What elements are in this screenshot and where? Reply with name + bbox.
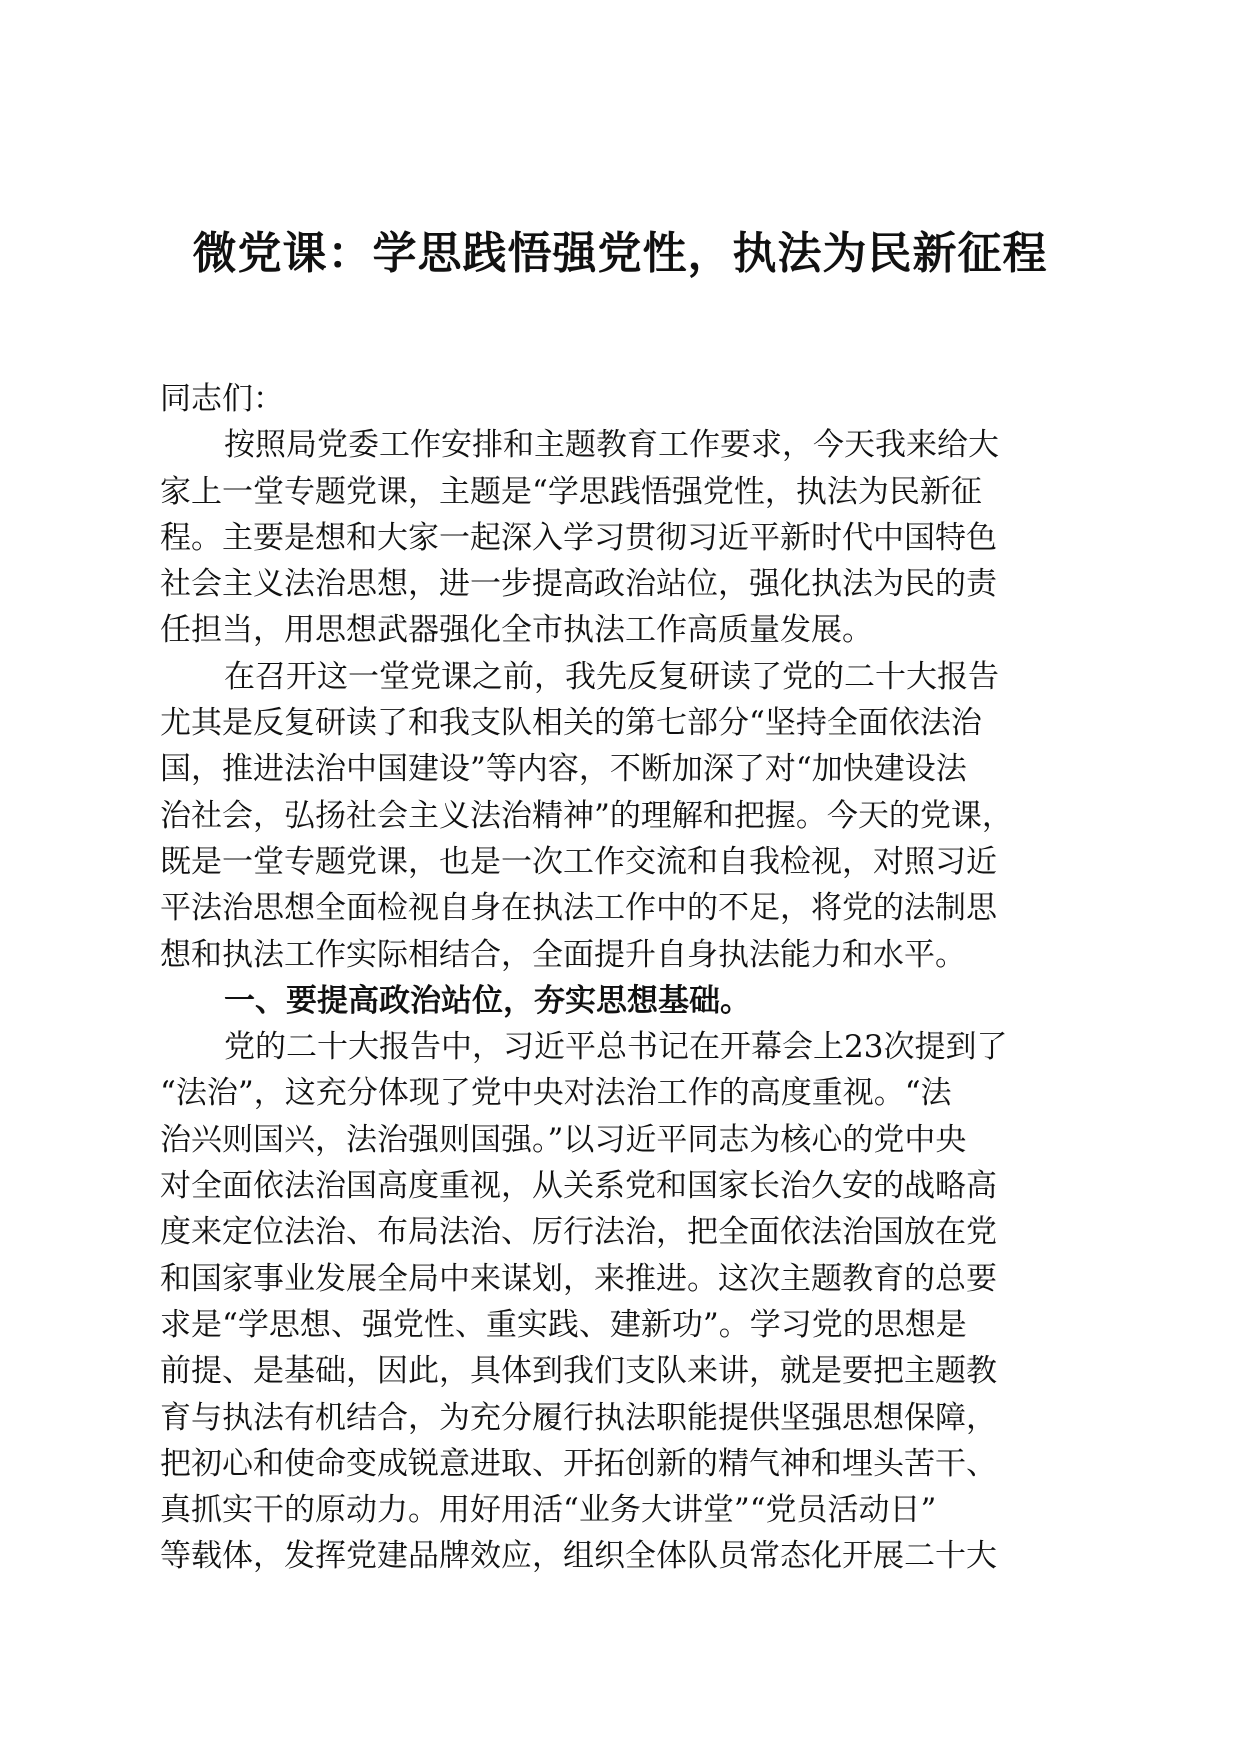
text-line: 把初心和使命变成锐意进取、开拓创新的精气神和埋头苦干、 bbox=[160, 1445, 997, 1482]
text-line: 国，推进法治中国建设”等内容，不断加深了对“加快建设法 bbox=[160, 751, 967, 788]
text-line: 育与执法有机结合，为充分履行执法职能提供坚强思想保障， bbox=[160, 1399, 997, 1436]
text-line: 在召开这一堂党课之前，我先反复研读了党的二十大报告 bbox=[224, 658, 999, 695]
text-line: 前提、是基础，因此，具体到我们支队来讲，就是要把主题教 bbox=[160, 1353, 997, 1390]
text-line: 社会主义法治思想，进一步提高政治站位，强化执法为民的责 bbox=[160, 566, 997, 603]
text-line: 和国家事业发展全局中来谋划，来推进。这次主题教育的总要 bbox=[160, 1260, 997, 1297]
text-line: 既是一堂专题党课，也是一次工作交流和自我检视，对照习近 bbox=[160, 843, 997, 880]
text-line: 想和执法工作实际相结合，全面提升自身执法能力和水平。 bbox=[160, 936, 966, 973]
text-line: 尤其是反复研读了和我支队相关的第七部分“坚持全面依法治 bbox=[160, 705, 982, 742]
text-line: 任担当，用思想武器强化全市执法工作高质量发展。 bbox=[160, 612, 873, 649]
text-line: 治社会，弘扬社会主义法治精神”的理解和把握。今天的党课， bbox=[160, 797, 1013, 834]
text-line: 对全面依法治国高度重视，从关系党和国家长治久安的战略高 bbox=[160, 1168, 997, 1205]
document-title: 微党课：学思践悟强党性，执法为民新征程 bbox=[192, 228, 1048, 279]
text-line: 真抓实干的原动力。用好用活“业务大讲堂”“党员活动日” bbox=[160, 1492, 937, 1529]
text-line: 等载体，发挥党建品牌效应，组织全体队员常态化开展二十大 bbox=[160, 1538, 997, 1575]
text-line: 平法治思想全面检视自身在执法工作中的不足，将党的法制思 bbox=[160, 890, 997, 927]
text-line: 程。主要是想和大家一起深入学习贯彻习近平新时代中国特色 bbox=[160, 519, 997, 556]
text-line: 家上一堂专题党课，主题是“学思践悟强党性，执法为民新征 bbox=[160, 473, 982, 510]
document-body bbox=[160, 376, 1080, 1580]
text-line: 治兴则国兴，法治强则国强。”以习近平同志为核心的党中央 bbox=[160, 1121, 967, 1158]
text-line: “法治”，这充分体现了党中央对法治工作的高度重视。“法 bbox=[160, 1075, 952, 1112]
text-line: 度来定位法治、布局法治、厉行法治，把全面依法治国放在党 bbox=[160, 1214, 997, 1251]
section-heading: 一、要提高政治站位，夯实思想基础。 bbox=[224, 982, 751, 1019]
text-line: 按照局党委工作安排和主题教育工作要求，今天我来给大 bbox=[224, 427, 999, 464]
text-line: 同志们： bbox=[160, 381, 284, 417]
text-line: 党的二十大报告中，习近平总书记在开幕会上23次提到了 bbox=[224, 1029, 1008, 1066]
text-line: 求是“学思想、强党性、重实践、建新功”。学习党的思想是 bbox=[160, 1306, 967, 1343]
